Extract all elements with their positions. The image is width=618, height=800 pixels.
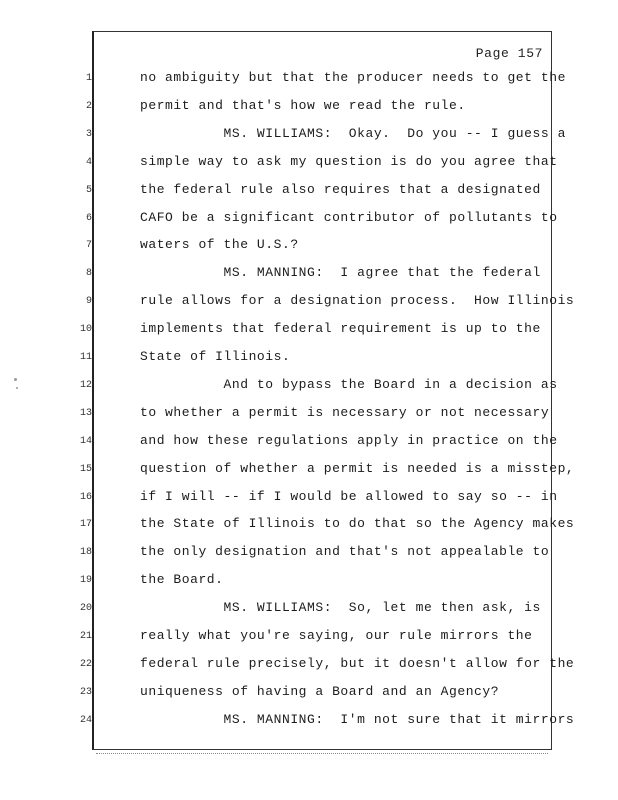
line-text: uniqueness of having a Board and an Agency? <box>140 683 500 699</box>
transcript-line <box>79 544 554 564</box>
page-number: Page 157 <box>475 46 543 61</box>
transcript-line <box>85 70 566 90</box>
transcript-line <box>85 181 554 202</box>
line-text: And to bypass the Board in a decision as <box>140 376 558 392</box>
line-text: MS. WILLIAMS: So, let me then ask, is <box>140 600 541 616</box>
transcript-line <box>79 432 558 453</box>
transcript-line <box>79 600 554 620</box>
line-number: 21 <box>79 631 92 642</box>
line-text: really what you're saying, our rule mirrors the <box>140 628 533 643</box>
line-number: 1 <box>85 73 92 84</box>
line-text: permit and that's how we read the rule. <box>140 97 466 113</box>
line-text: the federal rule also requires that a designated <box>140 181 541 197</box>
line-number: 5 <box>85 184 92 196</box>
line-number: 3 <box>85 128 92 140</box>
line-number: 16 <box>79 491 92 503</box>
transcript-line <box>85 265 554 285</box>
line-text: no ambiguity but that the producer needs to get the <box>140 70 566 85</box>
transcript-line <box>79 516 575 536</box>
line-text: the only designation and that's not appealable to <box>140 544 550 560</box>
line-text: MS. MANNING: I agree that the federal <box>140 265 541 281</box>
transcript-line <box>79 376 558 397</box>
line-number: 6 <box>85 212 92 224</box>
transcript-line <box>85 125 566 146</box>
transcript-line <box>85 293 575 313</box>
line-text: MS. WILLIAMS: Okay. Do you -- I guess a <box>140 125 566 141</box>
line-number: 11 <box>79 352 92 363</box>
line-number: 13 <box>79 407 92 419</box>
line-number: 23 <box>79 686 92 698</box>
line-number: 7 <box>85 240 92 252</box>
line-number: 12 <box>79 379 92 391</box>
transcript-line <box>79 572 554 592</box>
line-number: 19 <box>79 575 92 587</box>
transcript-line <box>79 460 575 481</box>
transcript-line <box>79 655 575 676</box>
transcript-line <box>79 683 554 704</box>
line-number: 24 <box>79 714 92 726</box>
transcript-frame <box>79 31 575 750</box>
line-text: MS. MANNING: I'm not sure that it mirrors <box>140 711 575 727</box>
line-text: CAFO be a significant contributor of pollutants to <box>140 209 558 225</box>
bottom-divider <box>96 753 548 754</box>
transcript-line <box>79 321 554 341</box>
line-number: 14 <box>79 435 92 447</box>
transcript-line <box>79 488 558 509</box>
line-number: 10 <box>79 324 92 336</box>
line-number: 4 <box>85 156 92 168</box>
line-text: the Board. <box>140 572 224 588</box>
line-text: if I will -- if I would be allowed to say so -- in <box>140 488 558 504</box>
line-text: implements that federal requirement is up to the <box>140 321 541 337</box>
line-text: rule allows for a designation process. How Illinois <box>140 293 575 309</box>
line-number: 2 <box>85 100 92 112</box>
transcript-line <box>85 237 554 257</box>
line-text: federal rule precisely, but it doesn't allow for the <box>140 655 575 671</box>
transcript-line <box>85 97 554 118</box>
line-number: 8 <box>85 268 92 280</box>
transcript-line <box>85 209 558 230</box>
line-text: the State of Illinois to do that so the Agency makes <box>140 516 575 532</box>
line-number: 22 <box>79 658 92 670</box>
line-text: simple way to ask my question is do you agree that <box>140 153 558 169</box>
line-number: 17 <box>79 519 92 531</box>
line-number: 15 <box>79 463 92 475</box>
transcript-line <box>85 153 558 174</box>
scan-speck <box>14 378 17 381</box>
line-number: 18 <box>79 547 92 559</box>
line-number: 20 <box>79 603 92 615</box>
line-text: to whether a permit is necessary or not necessary <box>140 404 550 420</box>
line-text: question of whether a permit is needed is a misstep, <box>140 460 575 476</box>
scan-speck <box>16 387 18 389</box>
transcript-line <box>79 404 554 425</box>
line-number: 9 <box>85 296 92 308</box>
transcript-line <box>79 349 554 369</box>
transcript-line <box>79 628 554 648</box>
line-text: State of Illinois. <box>140 349 291 364</box>
transcript-line <box>79 711 575 732</box>
line-text: and how these regulations apply in practice on the <box>140 432 558 448</box>
line-text: waters of the U.S.? <box>140 237 299 253</box>
